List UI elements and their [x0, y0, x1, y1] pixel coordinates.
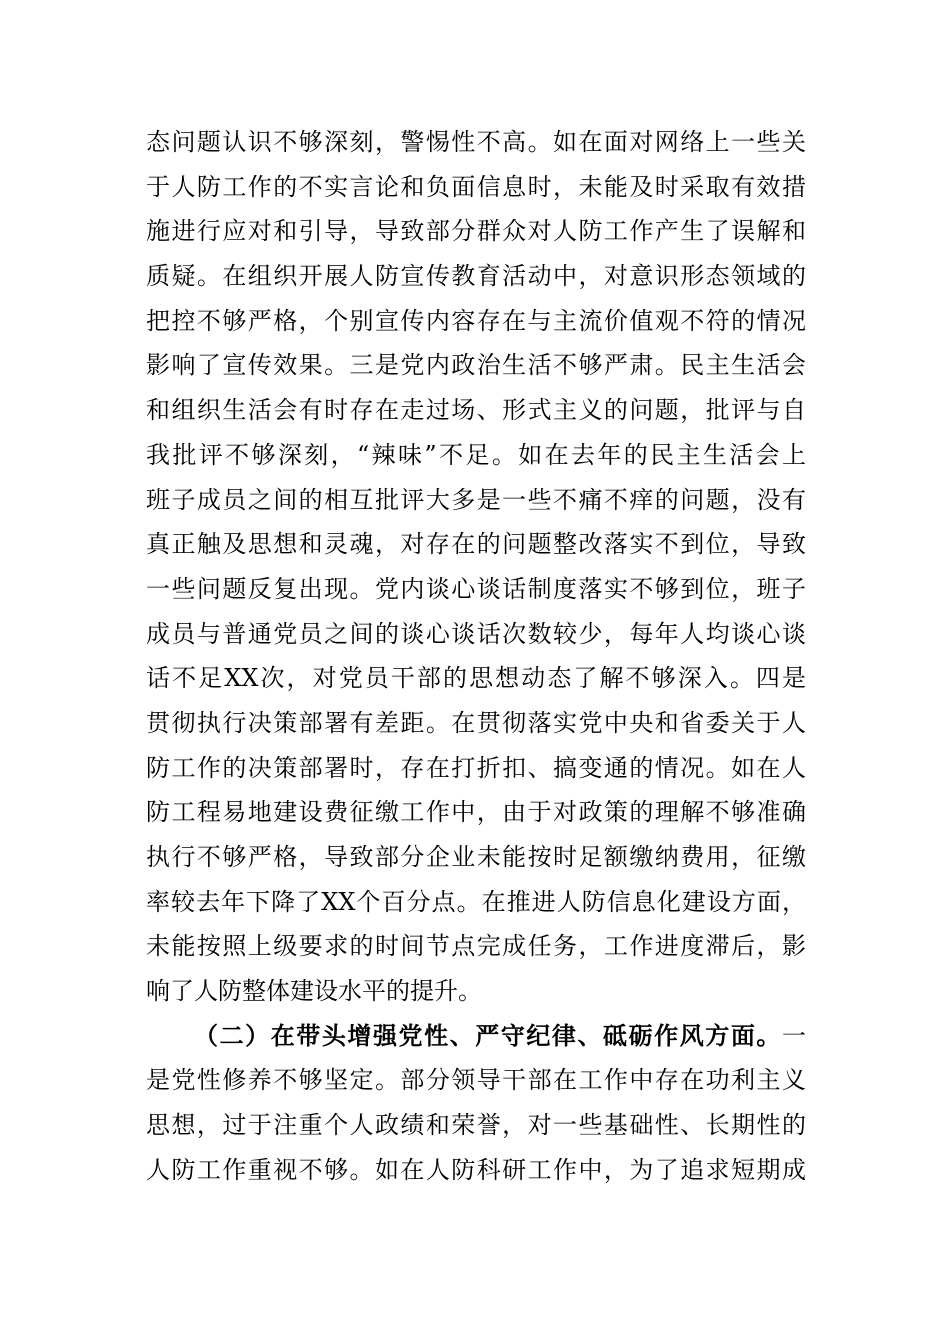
paragraph-line-9: 班子成员之间的相互批评大多是一些不痛不痒的问题，没有 — [146, 485, 806, 514]
paragraph-line-17: 执行不够严格，导致部分企业未能按时足额缴纳费用，征缴 — [146, 843, 806, 871]
paragraph-line-4: 质疑。在组织开展人防宣传教育活动中，对意识形态领域的 — [146, 262, 806, 291]
paragraph-line-15: 防工作的决策部署时，存在打折扣、搞变通的情况。如在人 — [146, 753, 806, 782]
paragraph-line-16: 防工程易地建设费征缴工作中，由于对政策的理解不够准确 — [146, 798, 806, 827]
paragraph-line-20: 响了人防整体建设水平的提升。 — [146, 977, 482, 1006]
section-heading-continuation: 一 — [782, 1021, 806, 1050]
paragraph-line-11: 一些问题反复出现。党内谈心谈话制度落实不够到位，班子 — [146, 574, 806, 603]
paragraph-line-19: 未能按照上级要求的时间节点完成任务，工作进度滞后，影 — [146, 932, 806, 961]
paragraph-line-13: 话不足XX次，对党员干部的思想动态了解不够深入。四是 — [146, 664, 806, 693]
paragraph-line-1: 态问题认识不够深刻，警惕性不高。如在面对网络上一些关 — [146, 128, 806, 156]
paragraph-line-2: 于人防工作的不实言论和负面信息时，未能及时采取有效措 — [146, 172, 806, 201]
section-heading-line — [146, 1014, 806, 1059]
document-body — [146, 120, 806, 1193]
paragraph-line-23: 人防工作重视不够。如在人防科研工作中，为了追求短期成 — [146, 1155, 806, 1184]
paragraph-line-21: 是党性修养不够坚定。部分领导干部在工作中存在功利主义 — [146, 1066, 806, 1095]
paragraph-line-18: 率较去年下降了XX个百分点。在推进人防信息化建设方面， — [146, 887, 806, 916]
paragraph-line-6: 影响了宣传效果。三是党内政治生活不够严肃。民主生活会 — [146, 351, 806, 380]
paragraph-line-5: 把控不够严格，个别宣传内容存在与主流价值观不符的情况 — [146, 306, 806, 335]
paragraph-line-7: 和组织生活会有时存在走过场、形式主义的问题，批评与自 — [146, 396, 806, 425]
paragraph-line-14: 贯彻执行决策部署有差距。在贯彻落实党中央和省委关于人 — [146, 708, 806, 737]
paragraph-line-10: 真正触及思想和灵魂，对存在的问题整改落实不到位，导致 — [146, 530, 806, 559]
paragraph-line-22: 思想，过于注重个人政绩和荣誉，对一些基础性、长期性的 — [146, 1111, 806, 1140]
paragraph-line-12: 成员与普通党员之间的谈心谈话次数较少，每年人均谈心谈 — [146, 619, 806, 648]
section-heading: （二）在带头增强党性、严守纪律、砥砺作风方面。 — [194, 1020, 782, 1050]
paragraph-line-3: 施进行应对和引导，导致部分群众对人防工作产生了误解和 — [146, 217, 806, 246]
paragraph-line-8: 我批评不够深刻，“辣味”不足。如在去年的民主生活会上 — [146, 440, 806, 469]
